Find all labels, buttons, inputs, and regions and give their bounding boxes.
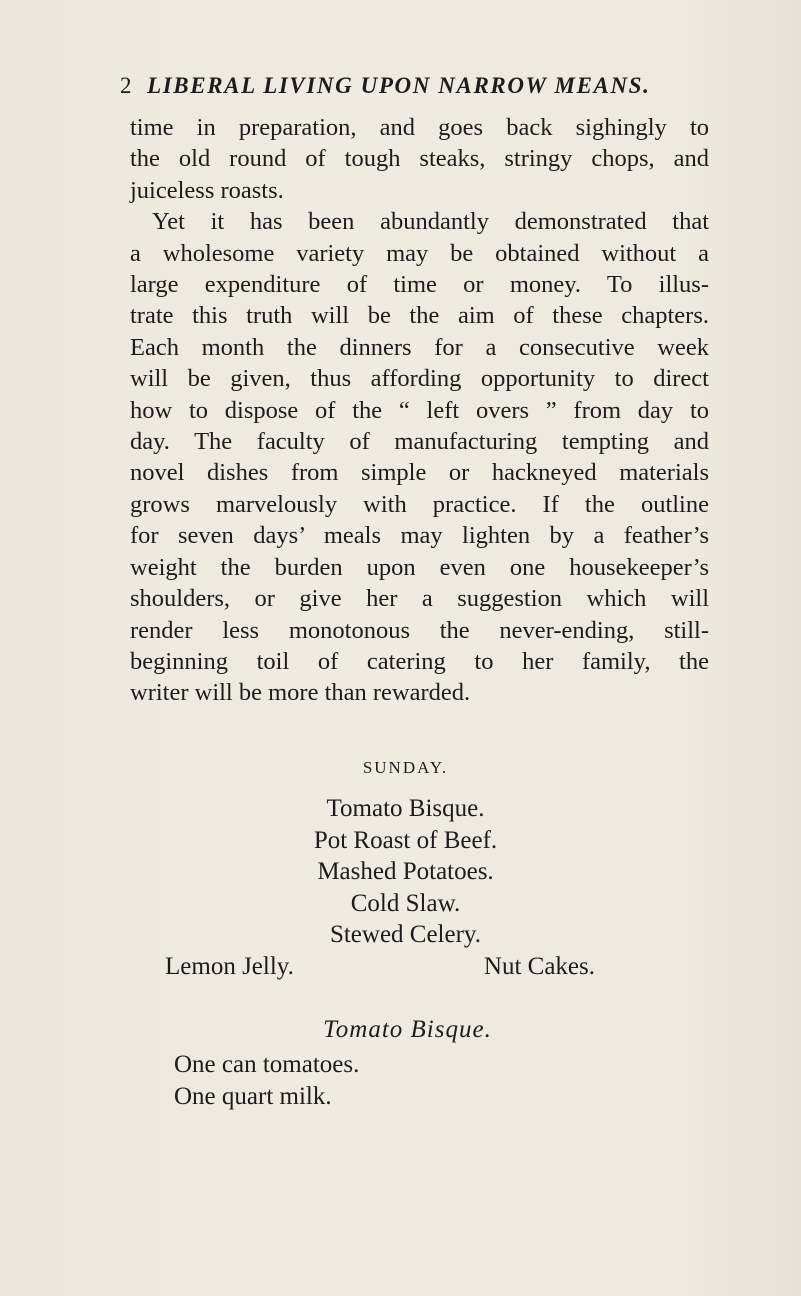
ingredient: One quart milk. bbox=[174, 1083, 332, 1110]
menu-item: Pot Roast of Beef. bbox=[313, 826, 498, 854]
page-number: 2 bbox=[120, 73, 134, 98]
recipe-title: Tomato Bisque. bbox=[323, 1016, 492, 1043]
text-line: Yet it has been abundantly demonstrated that bbox=[152, 208, 709, 236]
text-line: Each month the dinners for a consecutive week bbox=[130, 333, 709, 361]
running-head bbox=[120, 73, 680, 99]
paragraph-1 bbox=[130, 112, 709, 206]
text-line: shoulders, or give her a suggestion which will bbox=[130, 585, 709, 613]
menu-item: Cold Slaw. bbox=[350, 889, 461, 917]
text-line: beginning toil of catering to her family, the bbox=[130, 647, 709, 675]
text-line: render less monotonous the never-ending, still- bbox=[130, 616, 709, 644]
menu-list bbox=[0, 793, 801, 983]
menu-heading: SUNDAY. bbox=[362, 758, 449, 777]
menu-item: Lemon Jelly. bbox=[165, 952, 294, 980]
paragraph-2 bbox=[130, 206, 709, 709]
text-line: writer will be more than rewarded. bbox=[130, 679, 471, 707]
text-line: will be given, thus affording opportunity to direct bbox=[130, 365, 709, 393]
text-line: large expenditure of time or money. To illus- bbox=[130, 271, 709, 299]
text-line: weight the burden upon even one housekeeper’s bbox=[130, 553, 709, 581]
text-line: a wholesome variety may be obtained without a bbox=[130, 239, 709, 267]
menu-item: Tomato Bisque. bbox=[326, 795, 485, 822]
text-line: the old round of tough steaks, stringy chops, and bbox=[130, 145, 709, 173]
running-title: LIBERAL LIVING UPON NARROW MEANS. bbox=[147, 73, 651, 98]
text-line: novel dishes from simple or hackneyed materials bbox=[130, 459, 709, 487]
text-line: how to dispose of the “ left overs ” from day to bbox=[130, 396, 709, 424]
body-text bbox=[130, 112, 709, 709]
text-line: for seven days’ meals may lighten by a feather’s bbox=[130, 522, 709, 550]
menu-item: Stewed Celery. bbox=[329, 921, 482, 949]
menu-item: Mashed Potatoes. bbox=[317, 858, 494, 886]
text-line: juiceless roasts. bbox=[130, 176, 284, 204]
text-line: trate this truth will be the aim of these chapters. bbox=[130, 302, 709, 330]
menu-item-pair bbox=[165, 951, 595, 983]
ingredient-list bbox=[174, 1049, 359, 1113]
text-line: time in preparation, and goes back sighingly to bbox=[130, 114, 709, 141]
text-line: grows marvelously with practice. If the outline bbox=[130, 490, 709, 518]
text-line: day. The faculty of manufacturing tempting and bbox=[130, 428, 709, 456]
menu-item: Nut Cakes. bbox=[483, 952, 595, 980]
ingredient: One can tomatoes. bbox=[174, 1051, 360, 1078]
